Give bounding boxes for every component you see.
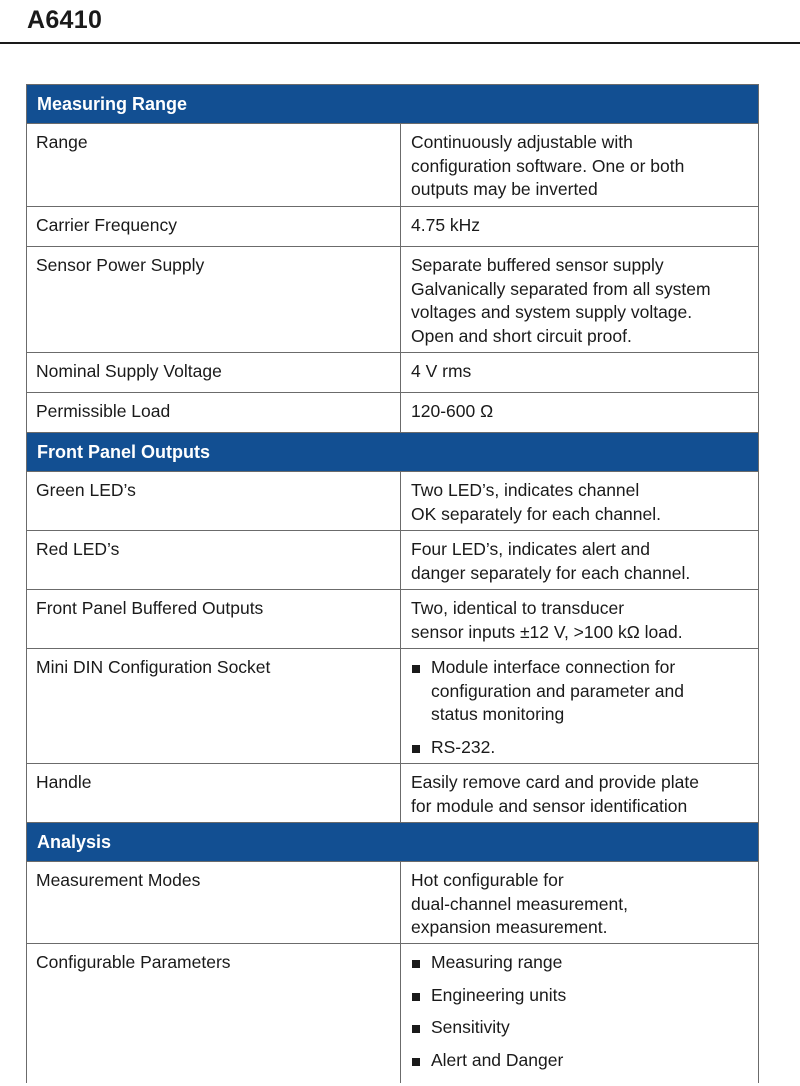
value-line: OK separately for each channel. [411,503,662,524]
section-header-analysis: Analysis [27,822,758,861]
value-line: Two, identical to transducer [411,598,625,618]
row-label: Mini DIN Configuration Socket [27,649,401,763]
value-line: status monitoring [431,704,565,724]
table-row [27,861,758,943]
row-value: 4 V rms [411,361,472,381]
table-row [27,206,758,246]
table-row [27,246,758,352]
row-label: Measurement Modes [27,862,401,943]
value-line: Hot configurable for [411,870,564,890]
row-value [401,862,758,943]
table-row [27,648,758,763]
value-line: expansion measurement. [411,917,608,937]
row-value: 4.75 kHz [411,215,481,235]
value-line: for module and sensor identification [411,795,688,816]
table-row [27,471,758,530]
table-row [27,352,758,392]
bullet-item: RS-232. [411,736,748,760]
section-header-measuring-range: Measuring Range [27,84,758,123]
table-row [27,763,758,822]
row-label: Nominal Supply Voltage [27,353,401,392]
bullet-item: Alert and Danger [411,1049,748,1073]
value-line: Module interface connection for [431,657,676,677]
table-row [27,530,758,589]
row-label: Range [27,124,401,206]
value-line: dual-channel measurement, [411,893,628,914]
value-line: voltages and system supply voltage. [411,302,693,322]
document-title: A6410 [27,6,103,34]
row-label: Red LED’s [27,531,401,589]
section-header-front-panel-outputs: Front Panel Outputs [27,432,758,471]
table-row [27,123,758,206]
row-value [401,531,758,589]
row-value: 120-600 Ω [411,401,494,421]
bullet-item: Sensitivity [411,1016,748,1040]
row-label: Green LED’s [27,472,401,530]
document-header [0,0,800,44]
value-line: Galvanically separated from all system [411,278,711,299]
row-label: Configurable Parameters [27,944,401,1083]
row-label: Carrier Frequency [27,207,401,246]
value-line: Separate buffered sensor supply [411,255,664,275]
row-value [401,124,758,206]
row-label: Sensor Power Supply [27,247,401,352]
row-value [401,764,758,822]
value-line: configuration and parameter and [431,680,684,701]
value-line: danger separately for each channel. [411,562,691,583]
value-line: configuration software. One or both [411,155,685,176]
bullet-item: Engineering units [411,984,748,1008]
row-value [401,247,758,352]
value-line: Continuously adjustable with [411,132,633,152]
row-value [401,944,758,1083]
value-line: Four LED’s, indicates alert and [411,539,650,559]
value-line: Open and short circuit proof. [411,325,632,346]
row-value [401,649,758,763]
value-line: Easily remove card and provide plate [411,772,699,792]
table-row [27,943,758,1083]
value-line: outputs may be inverted [411,179,598,199]
bullet-item: Measuring range [411,951,748,975]
row-value [401,590,758,648]
value-line: sensor inputs ±12 V, >100 kΩ load. [411,621,683,642]
row-label: Permissible Load [27,393,401,432]
spec-table [26,84,759,1083]
row-value [401,472,758,530]
value-line: Two LED’s, indicates channel [411,480,640,500]
bullet-item [411,656,748,727]
bullet-list [411,656,748,759]
row-label: Front Panel Buffered Outputs [27,590,401,648]
table-row [27,392,758,432]
table-row [27,589,758,648]
row-label: Handle [27,764,401,822]
bullet-list [411,951,748,1072]
